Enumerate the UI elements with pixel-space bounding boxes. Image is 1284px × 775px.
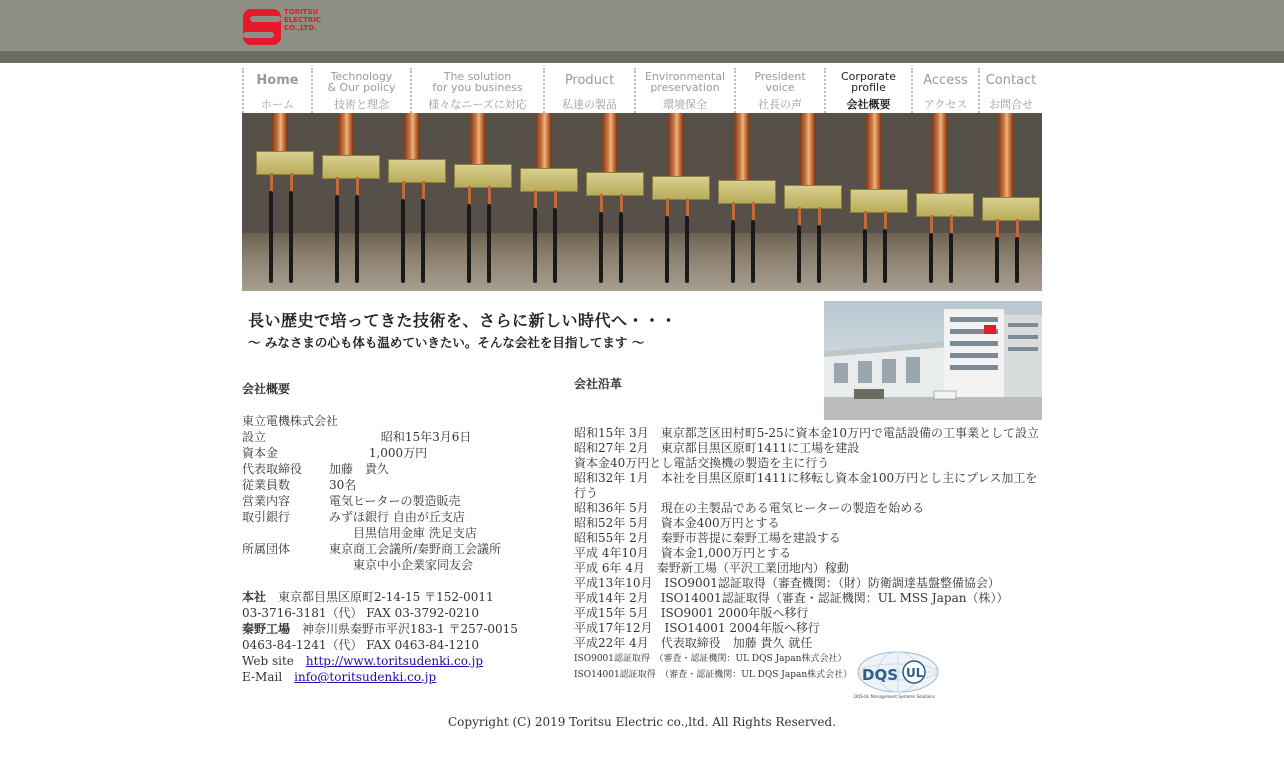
history-entry: 昭和32年 1月 本社を目黒区原町1411に移転し資本金100万円とし主にプレス加工を行う	[574, 471, 1038, 500]
logo-mark-icon	[242, 6, 284, 48]
bank-secondary: 目黒信用金庫 洗足支店	[353, 526, 477, 540]
profile-row	[242, 493, 518, 509]
ul-mark: UL	[906, 666, 924, 680]
nav-label-jp: 様々なニーズに対応	[428, 98, 527, 111]
rod-terminal	[731, 220, 735, 283]
rod-flange	[652, 176, 710, 200]
profile-row	[242, 461, 518, 477]
factory-address: 神奈川県秦野市平沢183-1 〒257-0015	[302, 622, 518, 636]
rod-lead	[798, 207, 801, 227]
history-note: ISO9001認証取得 （審査・認証機関：UL DQS Japan株式会社）	[574, 654, 847, 664]
nav-product[interactable]	[543, 68, 634, 113]
hq-address: 東京都目黒区原町2-14-15 〒152-0011	[278, 590, 494, 604]
header-stripe	[0, 51, 1284, 63]
profile-row	[242, 429, 518, 445]
rod-lead	[864, 211, 867, 231]
heater-rod	[866, 113, 882, 199]
profile-label: 代表取締役	[242, 462, 303, 476]
profile-label: 営業内容	[242, 494, 291, 508]
rod-flange	[520, 168, 578, 192]
history-title: 会社沿革	[574, 377, 623, 391]
nav-label-jp: 私達の製品	[562, 98, 617, 111]
rod-lead	[686, 198, 689, 218]
rod-flange	[982, 197, 1040, 221]
company-history	[574, 426, 1040, 683]
rod-lead	[884, 211, 887, 231]
rod-terminal	[619, 212, 623, 283]
profile-label: 設立	[242, 430, 267, 444]
rod-terminal	[355, 195, 359, 283]
rod-lead	[930, 215, 933, 235]
nav-label-en: Home	[256, 73, 299, 88]
rod-flange	[718, 180, 776, 204]
email-line	[242, 669, 518, 685]
rod-flange	[784, 185, 842, 209]
rod-terminal	[289, 191, 293, 283]
heater-rod	[800, 113, 816, 195]
rod-lead	[752, 202, 755, 222]
rod-lead	[488, 186, 491, 206]
header-band	[0, 0, 1284, 51]
rod-lead	[336, 177, 339, 197]
main-nav	[242, 68, 1042, 113]
rod-terminal	[487, 204, 491, 283]
nav-label-jp: 環境保全	[663, 98, 707, 111]
slogan-main: 長い歴史で培ってきた技術を、さらに新しい時代へ・・・	[248, 311, 678, 330]
rod-lead	[1016, 219, 1019, 239]
nav-label-jp: 会社概要	[846, 98, 891, 111]
rod-terminal	[883, 229, 887, 283]
history-entry: 資本金40万円とし電話交換機の製造を主に行う	[574, 456, 830, 470]
profile-value: 東京商工会議所/秦野商工会議所	[329, 542, 502, 556]
profile-label: 所属団体	[242, 542, 291, 556]
rod-lead	[620, 194, 623, 214]
rod-lead	[270, 173, 273, 193]
profile-row	[242, 477, 518, 493]
building-illustration	[824, 301, 1042, 420]
nav-label-en: Contact	[985, 73, 1037, 88]
nav-label-en: Environmental preservation	[644, 70, 726, 94]
rod-terminal	[335, 195, 339, 283]
rod-terminal	[751, 220, 755, 283]
cert-caption: DQS-UL Management Systems Solutions	[854, 694, 935, 699]
company-profile	[242, 381, 518, 685]
rod-lead	[290, 173, 293, 193]
history-entry: 平成 6年 4月 秦野新工場（平沢工業団地内）稼動	[574, 561, 849, 575]
history-note: ISO14001認証取得 （審査・認証機関：UL DQS Japan株式会社）	[574, 670, 853, 680]
nav-president[interactable]	[734, 68, 824, 113]
rod-lead	[666, 198, 669, 218]
nav-label-en: President voice	[754, 70, 806, 94]
rod-lead	[950, 215, 953, 235]
slogan-sub: 〜 みなさまの心も体も温めていきたい。そんな会社を目指してます 〜	[248, 335, 645, 350]
heater-rod	[998, 113, 1014, 207]
profile-title: 会社概要	[242, 382, 291, 396]
company-logo[interactable]	[242, 6, 326, 50]
profile-value: 1,000万円	[329, 446, 428, 460]
rod-terminal	[949, 233, 953, 283]
profile-row	[242, 445, 518, 461]
rod-flange	[256, 151, 314, 175]
hq-address-line	[242, 589, 518, 605]
nav-label-jp: お問合せ	[989, 98, 1033, 111]
history-entry: 昭和15年 3月 東京都芝区田村町5-25に資本金10万円で電話設備の工事業として設立	[574, 426, 1039, 440]
profile-label: 従業員数	[242, 478, 291, 492]
rod-terminal	[401, 199, 405, 283]
factory-building-photo	[824, 301, 1042, 420]
nav-label-en: Product	[564, 73, 615, 88]
profile-value: 加藤 貴久	[329, 462, 390, 476]
rod-lead	[534, 190, 537, 210]
hq-phone: 03-3716-3181（代） FAX 03-3792-0210	[242, 606, 480, 620]
hq-label: 本社	[242, 590, 267, 604]
logo-text: TORITSU ELECTRIC CO.,LTD.	[284, 8, 322, 32]
copyright: Copyright (C) 2019 Toritsu Electric co.,ltd. All Rights Reserved.	[447, 715, 837, 729]
history-entry: 平成13年10月 ISO9001認証取得（審査機関：（財）防衛調達基盤整備協会）	[574, 576, 1000, 590]
rod-flange	[850, 189, 908, 213]
hero-banner-image	[242, 113, 1042, 291]
rod-lead	[356, 177, 359, 197]
nav-environmental[interactable]	[634, 68, 734, 113]
history-entry: 昭和52年 5月 資本金400万円とする	[574, 516, 780, 530]
nav-label-en: Access	[923, 73, 968, 88]
nav-label-en: Technology & Our policy	[327, 70, 396, 94]
history-entry: 昭和55年 2月 秦野市菩提に秦野工場を建設する	[574, 531, 841, 545]
rod-flange	[454, 164, 512, 188]
profile-label: 取引銀行	[242, 510, 291, 524]
website-link[interactable]: http://www.toritsudenki.co.jp	[305, 654, 483, 668]
email-link[interactable]: info@toritsudenki.co.jp	[294, 670, 437, 684]
nav-label-en: The solution for you business	[432, 70, 523, 94]
dqs-mark: DQS	[862, 666, 899, 684]
website-label: Web site	[242, 654, 294, 668]
history-entry: 平成14年 2月 ISO14001認証取得（審査・認証機関：UL MSS Japan（株））	[574, 591, 1009, 605]
rod-terminal	[685, 216, 689, 283]
nav-technology[interactable]	[311, 68, 410, 113]
heater-rod	[734, 113, 750, 190]
rod-terminal	[797, 225, 801, 283]
rod-terminal	[269, 191, 273, 283]
factory-phone: 0463-84-1241（代） FAX 0463-84-1210	[242, 638, 480, 652]
profile-row	[242, 509, 518, 525]
profile-row	[242, 541, 518, 557]
rod-lead	[402, 181, 405, 201]
rod-flange	[586, 172, 644, 196]
rod-lead	[600, 194, 603, 214]
rod-terminal	[599, 212, 603, 283]
history-entry: 平成22年 4月 代表取締役 加藤 貴久 就任	[574, 636, 813, 650]
nav-solution[interactable]	[410, 68, 543, 113]
rod-terminal	[421, 199, 425, 283]
rod-terminal	[1015, 237, 1019, 283]
rod-lead	[732, 202, 735, 222]
rod-lead	[468, 186, 471, 206]
banner-floor	[242, 233, 1042, 291]
profile-value: 昭和15年3月6日	[329, 430, 472, 444]
nav-home[interactable]	[242, 68, 311, 113]
nav-label-jp: ホーム	[261, 98, 294, 111]
heater-rod	[932, 113, 948, 203]
company-name: 東立電機株式会社	[242, 414, 339, 428]
rod-lead	[818, 207, 821, 227]
rod-terminal	[533, 208, 537, 283]
nav-label-jp: 社長の声	[758, 98, 802, 111]
email-label: E-Mail	[242, 670, 283, 684]
dqs-ul-certification-logo	[854, 650, 942, 702]
nav-corporate-profile[interactable]	[824, 68, 911, 113]
history-entry: 平成15年 5月 ISO9001 2000年版へ移行	[574, 606, 809, 620]
rod-terminal	[995, 237, 999, 283]
profile-value: 30名	[329, 478, 357, 492]
rod-terminal	[553, 208, 557, 283]
factory-label: 秦野工場	[242, 622, 291, 636]
history-entry: 平成 4年10月 資本金1,000万円とする	[574, 546, 792, 560]
nav-contact[interactable]	[978, 68, 1042, 113]
rod-terminal	[467, 204, 471, 283]
nav-label-jp: 技術と理念	[334, 98, 389, 111]
website-line	[242, 653, 518, 669]
rod-terminal	[665, 216, 669, 283]
history-entry: 昭和36年 5月 現在の主製品である電気ヒーターの製造を始める	[574, 501, 925, 515]
rod-terminal	[817, 225, 821, 283]
nav-access[interactable]	[911, 68, 978, 113]
profile-value: みずほ銀行 自由が丘支店	[329, 510, 465, 524]
history-entry: 昭和27年 2月 東京都目黒区原町1411に工場を建設	[574, 441, 860, 455]
rod-lead	[422, 181, 425, 201]
factory-address-line	[242, 621, 518, 637]
nav-label-en: Corporate profile	[841, 70, 896, 94]
history-entry: 平成17年12月 ISO14001 2004年版へ移行	[574, 621, 820, 635]
rod-flange	[916, 193, 974, 217]
rod-terminal	[929, 233, 933, 283]
rod-flange	[388, 159, 446, 183]
rod-terminal	[863, 229, 867, 283]
association-secondary: 東京中小企業家同友会	[353, 558, 474, 572]
profile-label: 資本金	[242, 446, 279, 460]
profile-value: 電気ヒーターの製造販売	[329, 494, 461, 508]
rod-lead	[996, 219, 999, 239]
nav-label-jp: アクセス	[923, 98, 968, 111]
rod-flange	[322, 155, 380, 179]
rod-lead	[554, 190, 557, 210]
